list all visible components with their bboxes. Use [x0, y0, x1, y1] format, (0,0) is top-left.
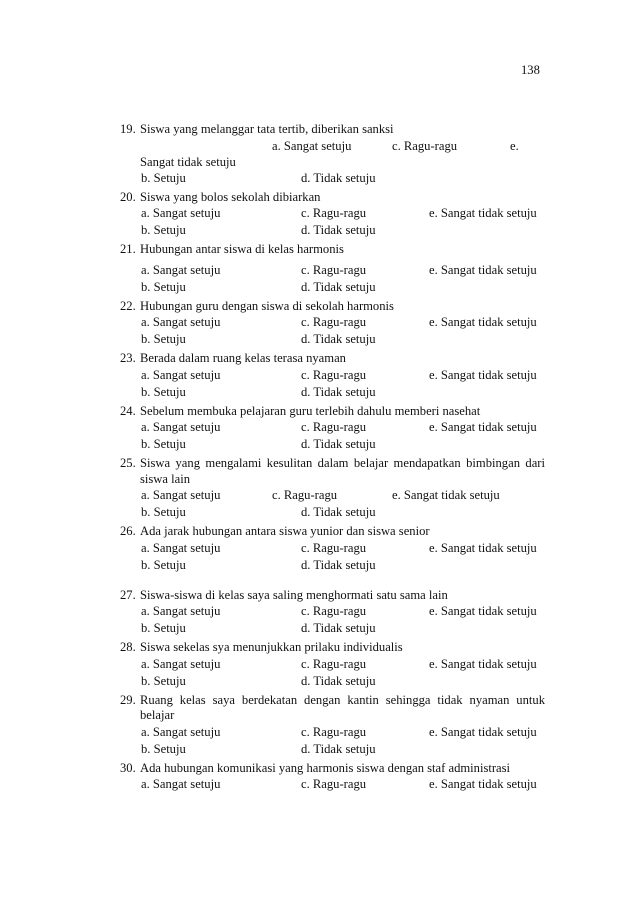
- question-number: 28.: [120, 640, 136, 654]
- option-a: a. Sangat setuju: [141, 206, 221, 220]
- option-d: d. Tidak setuju: [301, 673, 376, 688]
- options-row: [120, 331, 545, 348]
- option-d: d. Tidak setuju: [301, 332, 376, 346]
- question-number: 29.: [120, 692, 136, 707]
- option-a: a. Sangat setuju: [141, 488, 221, 502]
- question-number: 23.: [120, 351, 136, 365]
- option-c: c. Ragu-ragu: [301, 656, 367, 671]
- question-number: 27.: [120, 587, 136, 602]
- options-row: [120, 314, 545, 331]
- option-b: b. Setuju: [141, 741, 186, 756]
- question-number: 25.: [120, 456, 136, 470]
- option-d: d. Tidak setuju: [301, 505, 376, 519]
- option-a: a. Sangat setuju: [141, 420, 221, 434]
- question-25: [120, 456, 545, 521]
- option-e-wrapped: Sangat tidak setuju: [140, 154, 236, 169]
- question-text: Siswa yang melanggar tata tertib, diberikan sanksi: [140, 122, 394, 136]
- options-row: [120, 487, 545, 504]
- options-row: [120, 138, 545, 154]
- option-e: e. Sangat tidak setuju: [429, 367, 537, 382]
- question-text: Sebelum membuka pelajaran guru terlebih dahulu memberi nasehat: [140, 403, 481, 418]
- option-e: e. Sangat tidak setuju: [429, 315, 537, 329]
- option-b: b. Setuju: [141, 673, 186, 688]
- option-c: c. Ragu-ragu: [301, 777, 367, 791]
- question-number: 19.: [120, 122, 136, 136]
- question-text: Hubungan antar siswa di kelas harmonis: [140, 242, 344, 256]
- option-b: b. Setuju: [141, 384, 186, 399]
- question-19: [120, 122, 545, 187]
- option-c: c. Ragu-ragu: [301, 724, 367, 739]
- option-d: d. Tidak setuju: [301, 384, 376, 399]
- option-e: e. Sangat tidak setuju: [429, 724, 537, 739]
- options-row: [120, 557, 545, 574]
- option-a: a. Sangat setuju: [141, 656, 221, 671]
- option-c: c. Ragu-ragu: [301, 604, 367, 618]
- option-e: e. Sangat tidak setuju: [392, 488, 500, 502]
- question-20: [120, 190, 545, 240]
- question-number: 24.: [120, 403, 136, 418]
- option-e: e. Sangat tidak setuju: [429, 604, 537, 618]
- options-row: [120, 724, 545, 741]
- option-c: c. Ragu-ragu: [392, 138, 458, 153]
- question-24: [120, 404, 545, 454]
- options-row: [120, 279, 545, 296]
- option-c: c. Ragu-ragu: [301, 420, 367, 434]
- option-e: e. Sangat tidak setuju: [429, 420, 537, 434]
- question-26: [120, 524, 545, 574]
- options-row: [120, 776, 545, 793]
- option-b: b. Setuju: [141, 505, 186, 519]
- options-row: [120, 367, 545, 384]
- option-d: d. Tidak setuju: [301, 170, 376, 185]
- question-27: [120, 588, 545, 638]
- option-c: c. Ragu-ragu: [301, 367, 367, 382]
- option-e: e. Sangat tidak setuju: [429, 540, 537, 555]
- option-b: b. Setuju: [141, 332, 186, 346]
- option-b: b. Setuju: [141, 437, 186, 451]
- option-a: a. Sangat setuju: [141, 604, 221, 618]
- options-row: [120, 620, 545, 637]
- option-d: d. Tidak setuju: [301, 437, 376, 451]
- question-text: Ada jarak hubungan antara siswa yunior dan siswa senior: [140, 524, 430, 538]
- question-text: Ada hubungan komunikasi yang harmonis siswa dengan staf administrasi: [140, 760, 511, 775]
- option-e: e. Sangat tidak setuju: [429, 777, 537, 791]
- option-c: c. Ragu-ragu: [301, 540, 367, 555]
- options-row: [120, 656, 545, 673]
- option-e: e.: [510, 138, 519, 153]
- questionnaire: [120, 122, 545, 796]
- option-c: c. Ragu-ragu: [301, 206, 367, 220]
- question-text: Siswa sekelas sya menunjukkan prilaku individualis: [140, 640, 403, 654]
- options-row: [120, 436, 545, 453]
- option-a: a. Sangat setuju: [141, 724, 221, 739]
- question-text: Hubungan guru dengan siswa di sekolah harmonis: [140, 298, 394, 313]
- option-d: d. Tidak setuju: [301, 223, 376, 237]
- options-row: [120, 603, 545, 620]
- options-row: [120, 504, 545, 521]
- option-e: e. Sangat tidak setuju: [429, 656, 537, 671]
- option-b: b. Setuju: [141, 621, 186, 635]
- question-number: 30.: [120, 760, 136, 775]
- option-c: c. Ragu-ragu: [301, 315, 367, 329]
- options-row: [120, 673, 545, 690]
- options-row: [120, 384, 545, 401]
- option-c: c. Ragu-ragu: [301, 262, 367, 277]
- options-row: [120, 540, 545, 557]
- question-text: Ruang kelas saya berdekatan dengan kantin sehingga tidak nyaman untuk belajar: [140, 692, 545, 722]
- option-a: a. Sangat setuju: [141, 315, 221, 329]
- question-text: Siswa-siswa di kelas saya saling menghormati satu sama lain: [140, 587, 448, 602]
- option-b: b. Setuju: [141, 223, 186, 237]
- question-text: Siswa yang mengalami kesulitan dalam belajar mendapatkan bimbingan dari siswa lain: [140, 456, 545, 486]
- question-number: 20.: [120, 189, 136, 204]
- option-b: b. Setuju: [141, 557, 186, 572]
- option-d: d. Tidak setuju: [301, 621, 376, 635]
- option-a: a. Sangat setuju: [141, 367, 221, 382]
- option-e: e. Sangat tidak setuju: [429, 206, 537, 220]
- question-22: [120, 299, 545, 349]
- question-number: 26.: [120, 524, 136, 538]
- option-d: d. Tidak setuju: [301, 557, 376, 572]
- question-29: [120, 693, 545, 758]
- question-23: [120, 351, 545, 401]
- options-row: [120, 170, 545, 187]
- option-b: b. Setuju: [141, 170, 186, 185]
- question-number: 21.: [120, 242, 136, 256]
- options-row: [120, 205, 545, 222]
- question-number: 22.: [120, 298, 136, 313]
- page-number: 138: [521, 63, 540, 77]
- option-e: e. Sangat tidak setuju: [429, 262, 537, 277]
- option-a: a. Sangat setuju: [272, 138, 352, 153]
- question-21: [120, 242, 545, 296]
- options-row: [120, 262, 545, 279]
- question-28: [120, 640, 545, 690]
- option-d: d. Tidak setuju: [301, 741, 376, 756]
- question-text: Siswa yang bolos sekolah dibiarkan: [140, 189, 321, 204]
- options-row: [120, 741, 545, 758]
- option-c: c. Ragu-ragu: [272, 488, 338, 502]
- question-text: Berada dalam ruang kelas terasa nyaman: [140, 351, 346, 365]
- option-b: b. Setuju: [141, 279, 186, 294]
- question-30: [120, 761, 545, 794]
- options-row: [120, 222, 545, 239]
- option-a: a. Sangat setuju: [141, 540, 221, 555]
- option-d: d. Tidak setuju: [301, 279, 376, 294]
- option-a: a. Sangat setuju: [141, 262, 221, 277]
- options-row: [120, 419, 545, 436]
- option-a: a. Sangat setuju: [141, 777, 221, 791]
